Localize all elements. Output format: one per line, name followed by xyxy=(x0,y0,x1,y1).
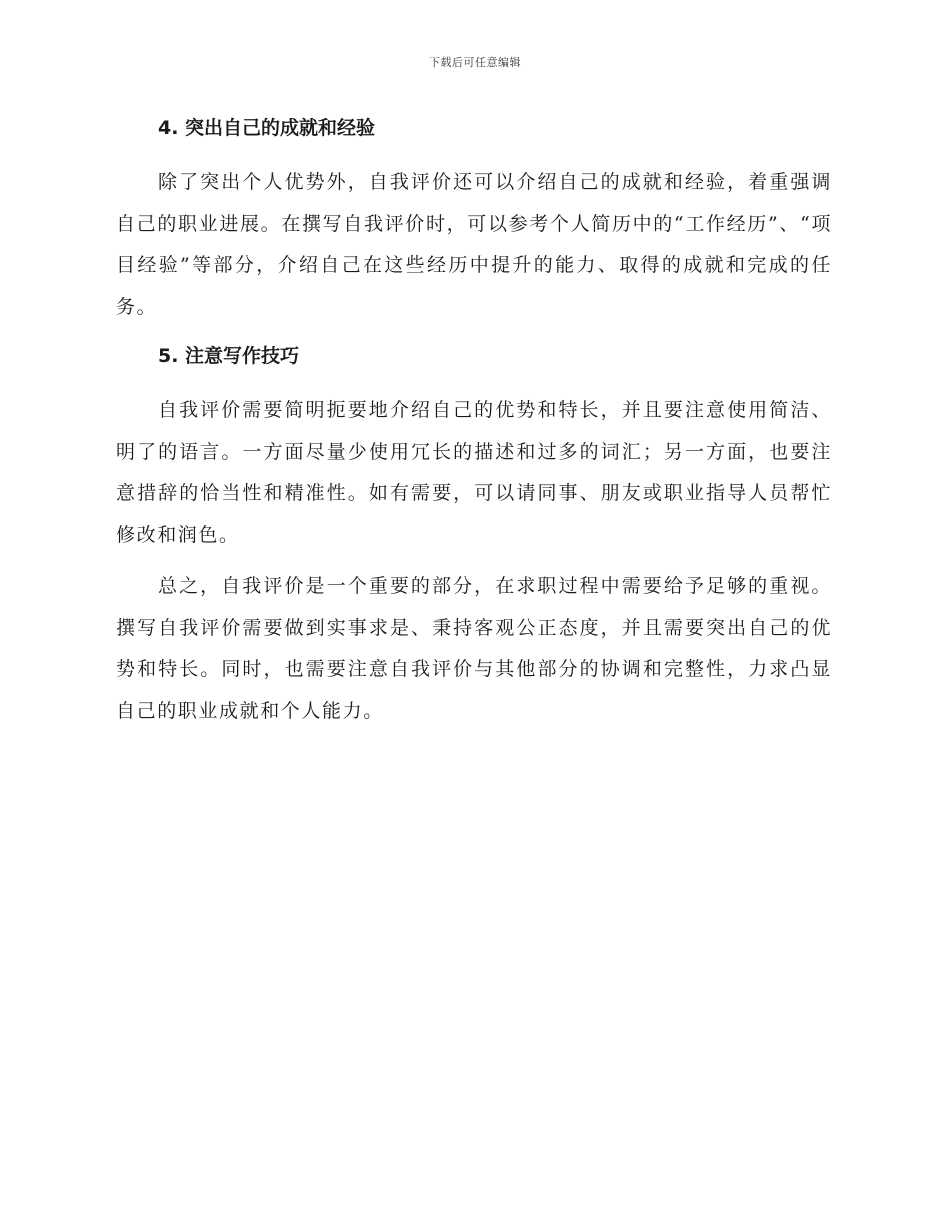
page-header-note: 下载后可任意编辑 xyxy=(429,56,521,69)
conclusion-paragraph: 总之，自我评价是一个重要的部分，在求职过程中需要给予足够的重视。撰写自我评价需要做到实事求是、秉持客观公正态度，并且需要突出自己的优势和特长。同时，也需要注意自我评价与其他部分的协调和完整性，力求凸显自己的职业成就和个人能力。 xyxy=(116,575,832,722)
document-body xyxy=(116,110,832,742)
section-paragraph-achievements: 除了突出个人优势外，自我评价还可以介绍自己的成就和经验，着重强调自己的职业进展。在撰写自我评价时，可以参考个人简历中的“工作经历”、“项目经验”等部分，介绍自己在这些经历中提升的能力、取得的成就和完成的任务。 xyxy=(116,171,832,318)
section-heading-writing-skills: 5. 注意写作技巧 xyxy=(158,345,300,367)
section-paragraph-writing-skills: 自我评价需要简明扼要地介绍自己的优势和特长，并且要注意使用简洁、明了的语言。一方面尽量少使用冗长的描述和过多的词汇；另一方面，也要注意措辞的恰当性和精准性。如有需要，可以请同事、朋友或职业指导人员帮忙修改和润色。 xyxy=(116,399,832,546)
section-heading-achievements: 4. 突出自己的成就和经验 xyxy=(158,117,376,139)
